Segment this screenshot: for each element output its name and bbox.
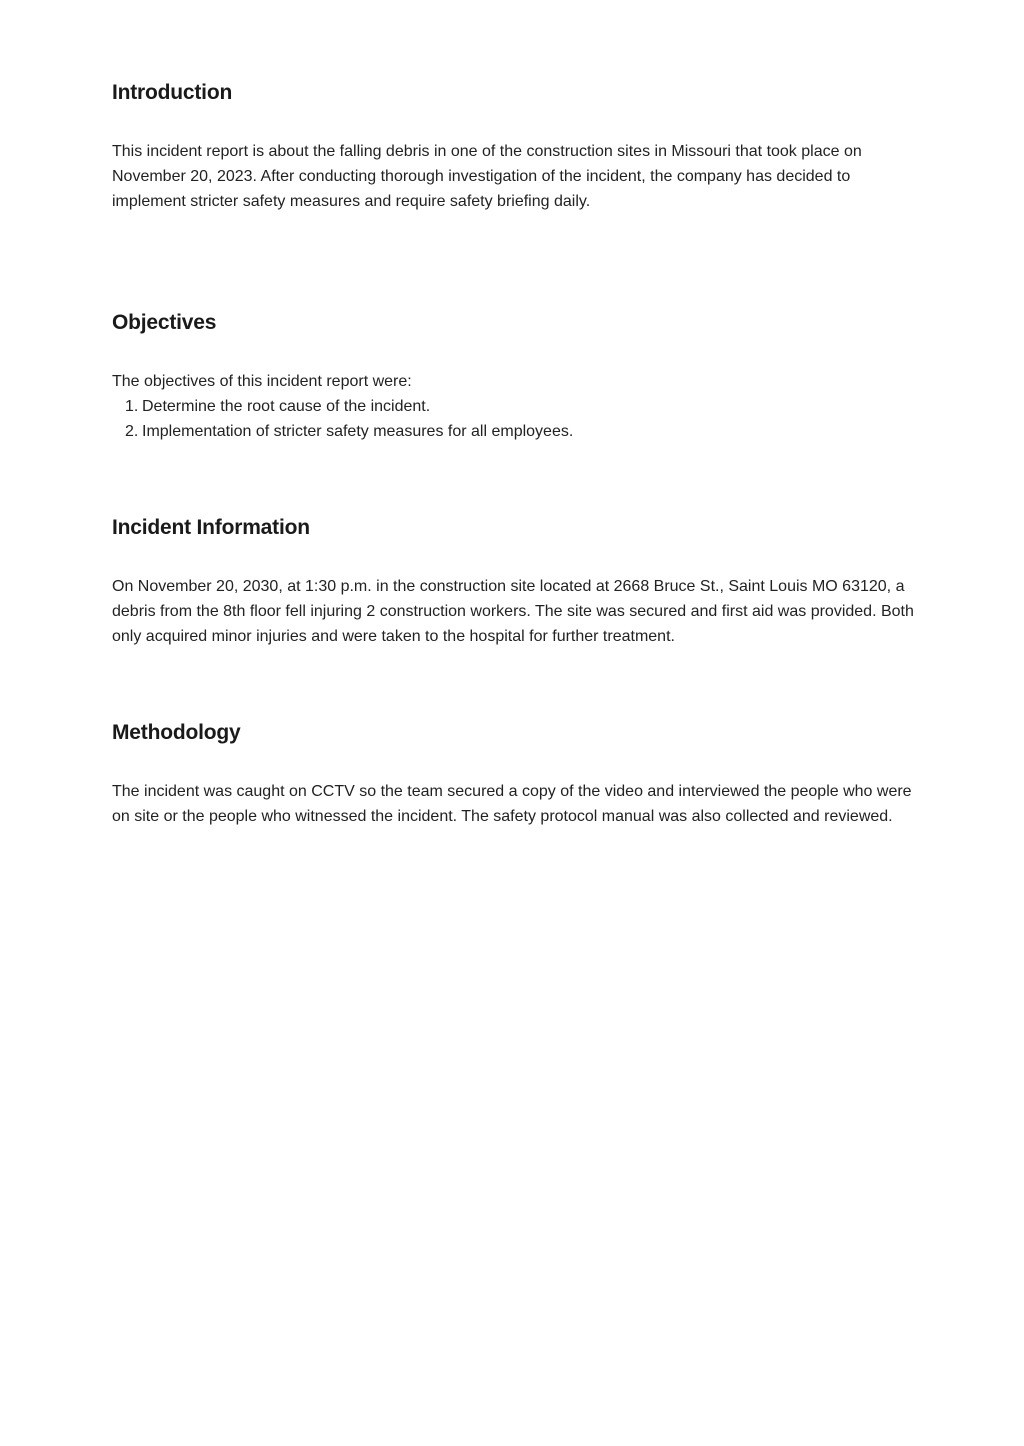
incident-information-body: On November 20, 2030, at 1:30 p.m. in the construction site located at 2668 Bruce St., Saint Louis MO 63120, a debris from the 8th floor fell injuring 2 construction workers. The site was secured and first aid was provided. Both only acquired minor injuries and were taken to the hospital for further treatment.: [112, 578, 914, 645]
objectives-list: [112, 394, 916, 444]
methodology-heading: Methodology: [112, 721, 241, 744]
methodology-section: [112, 720, 916, 829]
objectives-lead: The objectives of this incident report were:: [112, 373, 412, 390]
introduction-body: This incident report is about the falling debris in one of the construction sites in Missouri that took place on November 20, 2023. After conducting thorough investigation of the incident, the company has decided to implement stricter safety measures and require safety briefing daily.: [112, 143, 862, 210]
introduction-section: [112, 80, 916, 214]
list-item-number: 2.: [125, 423, 139, 440]
list-item-text: Determine the root cause of the incident.: [142, 398, 431, 415]
list-item-text: Implementation of stricter safety measures for all employees.: [142, 423, 574, 440]
incident-information-heading: Incident Information: [112, 516, 310, 539]
methodology-body: The incident was caught on CCTV so the team secured a copy of the video and interviewed the people who were on site or the people who witnessed the incident. The safety protocol manual was also collected and reviewed.: [112, 783, 912, 825]
objectives-heading: Objectives: [112, 311, 217, 334]
objectives-section: [112, 310, 916, 444]
list-item: [112, 419, 916, 444]
list-item: [112, 394, 916, 419]
introduction-heading: Introduction: [112, 81, 233, 104]
incident-information-section: [112, 515, 916, 649]
list-item-number: 1.: [125, 398, 139, 415]
